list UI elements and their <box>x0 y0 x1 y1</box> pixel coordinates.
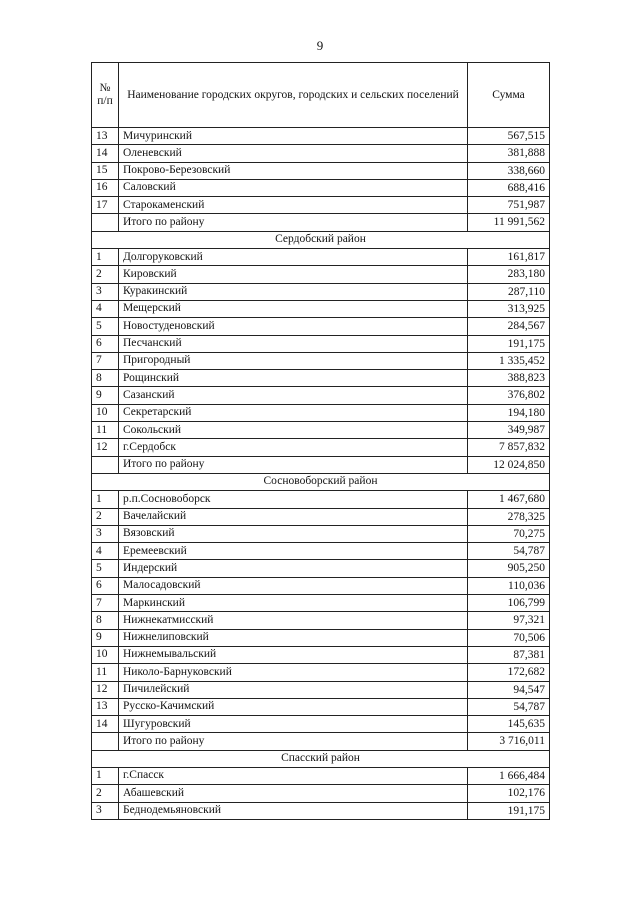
row-name: Беднодемьяновский <box>119 802 468 819</box>
section-title: Сердобский район <box>92 231 550 248</box>
row-sum: 284,567 <box>468 318 550 335</box>
row-number: 1 <box>92 249 119 266</box>
row-name: Индерский <box>119 560 468 577</box>
row-sum: 905,250 <box>468 560 550 577</box>
row-number: 5 <box>92 560 119 577</box>
row-name: Шугуровский <box>119 716 468 733</box>
row-name: Сазанский <box>119 387 468 404</box>
row-sum: 3 716,011 <box>468 733 550 750</box>
row-number: 4 <box>92 543 119 560</box>
row-number: 13 <box>92 128 119 145</box>
row-sum: 94,547 <box>468 681 550 698</box>
row-name: Старокаменский <box>119 197 468 214</box>
page-number: 9 <box>316 38 324 53</box>
row-name: Малосадовский <box>119 577 468 594</box>
row-sum: 194,180 <box>468 404 550 421</box>
row-number: 15 <box>92 162 119 179</box>
row-name: Николо-Барнуковский <box>119 664 468 681</box>
table-row <box>92 197 550 214</box>
row-number: 5 <box>92 318 119 335</box>
row-number: 16 <box>92 179 119 196</box>
row-sum: 1 666,484 <box>468 767 550 784</box>
row-name: Абашевский <box>119 785 468 802</box>
section-row <box>92 473 550 490</box>
table-row <box>92 387 550 404</box>
total-row <box>92 214 550 231</box>
row-name: Новостуденовский <box>119 318 468 335</box>
table-row <box>92 508 550 525</box>
row-sum: 751,987 <box>468 197 550 214</box>
table-row <box>92 162 550 179</box>
row-number: 6 <box>92 335 119 352</box>
row-sum: 106,799 <box>468 595 550 612</box>
row-sum: 381,888 <box>468 145 550 162</box>
row-number <box>92 214 119 231</box>
table-row <box>92 664 550 681</box>
row-sum: 172,682 <box>468 664 550 681</box>
header-sum: Сумма <box>468 63 550 128</box>
row-sum: 376,802 <box>468 387 550 404</box>
row-name: Саловский <box>119 179 468 196</box>
row-sum: 161,817 <box>468 249 550 266</box>
table-row <box>92 128 550 145</box>
row-sum: 313,925 <box>468 300 550 317</box>
row-sum: 278,325 <box>468 508 550 525</box>
row-name: Рощинский <box>119 370 468 387</box>
row-name: Пригородный <box>119 352 468 369</box>
table-row <box>92 491 550 508</box>
row-name: Секретарский <box>119 404 468 421</box>
table-row <box>92 318 550 335</box>
row-sum: 54,787 <box>468 698 550 715</box>
row-number: 10 <box>92 646 119 663</box>
row-sum: 7 857,832 <box>468 439 550 456</box>
row-name: р.п.Сосновоборск <box>119 491 468 508</box>
row-name: Куракинский <box>119 283 468 300</box>
table-row <box>92 612 550 629</box>
section-row <box>92 231 550 248</box>
row-sum: 70,275 <box>468 525 550 542</box>
table-row <box>92 802 550 819</box>
row-number: 2 <box>92 785 119 802</box>
row-name: Мещерский <box>119 300 468 317</box>
row-number: 2 <box>92 266 119 283</box>
row-number: 8 <box>92 612 119 629</box>
table-row <box>92 698 550 715</box>
row-sum: 12 024,850 <box>468 456 550 473</box>
row-number: 3 <box>92 802 119 819</box>
header-name: Наименование городских округов, городских и сельских поселений <box>119 63 468 128</box>
row-sum: 349,987 <box>468 422 550 439</box>
row-name: Кировский <box>119 266 468 283</box>
row-sum: 11 991,562 <box>468 214 550 231</box>
table-row <box>92 560 550 577</box>
table-row <box>92 439 550 456</box>
row-name: Итого по району <box>119 214 468 231</box>
row-number: 6 <box>92 577 119 594</box>
row-name: Сокольский <box>119 422 468 439</box>
row-number: 7 <box>92 352 119 369</box>
row-sum: 70,506 <box>468 629 550 646</box>
row-number: 12 <box>92 439 119 456</box>
section-title: Сосновоборский район <box>92 473 550 490</box>
row-number: 17 <box>92 197 119 214</box>
table-row <box>92 335 550 352</box>
row-number: 1 <box>92 767 119 784</box>
row-number: 10 <box>92 404 119 421</box>
table-row <box>92 404 550 421</box>
row-name: Мичуринский <box>119 128 468 145</box>
table-row <box>92 785 550 802</box>
row-name: г.Сердобск <box>119 439 468 456</box>
row-name: Нижнемывальский <box>119 646 468 663</box>
row-name: Долгоруковский <box>119 249 468 266</box>
total-row <box>92 733 550 750</box>
row-name: Маркинский <box>119 595 468 612</box>
row-name: Оленевский <box>119 145 468 162</box>
row-number: 9 <box>92 629 119 646</box>
table-row <box>92 266 550 283</box>
row-number: 8 <box>92 370 119 387</box>
row-number: 11 <box>92 664 119 681</box>
row-sum: 338,660 <box>468 162 550 179</box>
row-name: г.Спасск <box>119 767 468 784</box>
table-row <box>92 145 550 162</box>
table-row <box>92 716 550 733</box>
row-sum: 1 335,452 <box>468 352 550 369</box>
row-name: Итого по району <box>119 733 468 750</box>
row-name: Еремеевский <box>119 543 468 560</box>
table-row <box>92 629 550 646</box>
row-sum: 87,381 <box>468 646 550 663</box>
row-sum: 54,787 <box>468 543 550 560</box>
row-sum: 567,515 <box>468 128 550 145</box>
row-sum: 1 467,680 <box>468 491 550 508</box>
row-number: 12 <box>92 681 119 698</box>
table-row <box>92 249 550 266</box>
row-name: Нижнекатмисский <box>119 612 468 629</box>
row-name: Вязовский <box>119 525 468 542</box>
row-number: 14 <box>92 716 119 733</box>
table-body <box>92 128 550 820</box>
table-row <box>92 525 550 542</box>
row-number: 4 <box>92 300 119 317</box>
total-row <box>92 456 550 473</box>
budget-table <box>91 62 550 820</box>
row-name: Вачелайский <box>119 508 468 525</box>
row-sum: 102,176 <box>468 785 550 802</box>
row-sum: 97,321 <box>468 612 550 629</box>
row-number: 11 <box>92 422 119 439</box>
row-number <box>92 456 119 473</box>
row-sum: 388,823 <box>468 370 550 387</box>
table-row <box>92 283 550 300</box>
row-name: Песчанский <box>119 335 468 352</box>
table-row <box>92 352 550 369</box>
row-name: Покрово-Березовский <box>119 162 468 179</box>
row-number: 1 <box>92 491 119 508</box>
table-row <box>92 179 550 196</box>
row-name: Нижнелиповский <box>119 629 468 646</box>
row-name: Пичилейский <box>119 681 468 698</box>
row-sum: 191,175 <box>468 802 550 819</box>
table-row <box>92 767 550 784</box>
header-num: № п/п <box>92 63 119 128</box>
row-sum: 110,036 <box>468 577 550 594</box>
section-title: Спасский район <box>92 750 550 767</box>
row-number: 3 <box>92 525 119 542</box>
table-row <box>92 543 550 560</box>
table-row <box>92 422 550 439</box>
row-number: 14 <box>92 145 119 162</box>
row-number: 2 <box>92 508 119 525</box>
table-row <box>92 646 550 663</box>
row-number: 13 <box>92 698 119 715</box>
row-sum: 283,180 <box>468 266 550 283</box>
section-row <box>92 750 550 767</box>
table-header <box>92 63 550 128</box>
row-sum: 191,175 <box>468 335 550 352</box>
row-name: Итого по району <box>119 456 468 473</box>
table-row <box>92 370 550 387</box>
row-sum: 688,416 <box>468 179 550 196</box>
row-name: Русско-Качимский <box>119 698 468 715</box>
row-sum: 287,110 <box>468 283 550 300</box>
table-row <box>92 595 550 612</box>
row-number: 7 <box>92 595 119 612</box>
row-number <box>92 733 119 750</box>
row-sum: 145,635 <box>468 716 550 733</box>
row-number: 9 <box>92 387 119 404</box>
table-row <box>92 681 550 698</box>
table-row <box>92 300 550 317</box>
table-row <box>92 577 550 594</box>
row-number: 3 <box>92 283 119 300</box>
